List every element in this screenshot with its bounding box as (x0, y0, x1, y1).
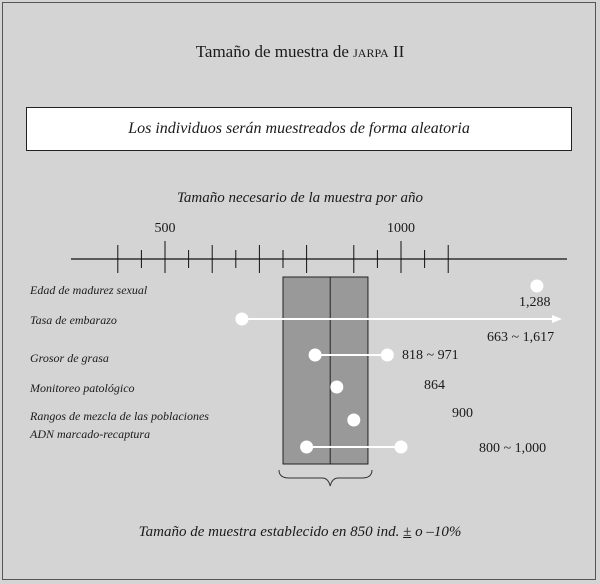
row-label-mezcla: Rangos de mezcla de las poblaciones (30, 409, 209, 423)
tick-label-1000: 1000 (387, 221, 415, 236)
footer-text: Tamaño de muestra establecido en 850 ind. (138, 524, 400, 540)
value-mezcla: 900 (452, 406, 473, 421)
value-adn: 800 ~ 1,000 (479, 441, 547, 456)
row-label-adn: ADN marcado-recaptura (30, 427, 151, 441)
row-label-patologico: Monitoreo patológico (30, 381, 135, 395)
random-sampling-text: Los individuos serán muestreados de forma aleatoria (128, 120, 470, 137)
established-range-band (283, 277, 368, 464)
data-point-4 (347, 414, 360, 427)
data-point-2-max (381, 349, 394, 362)
data-point-1-min (235, 313, 248, 326)
footer-conclusion (0, 524, 600, 541)
plus-minus-sign: ± (403, 524, 412, 540)
value-grasa: 818 ~ 971 (402, 348, 459, 363)
data-point-3 (330, 381, 343, 394)
value-embarazo: 663 ~ 1,617 (487, 330, 555, 345)
row-label-embarazo: Tasa de embarazo (30, 313, 117, 327)
data-point-0 (530, 280, 543, 293)
data-point-2-min (309, 349, 322, 362)
band-brace (279, 470, 372, 486)
value-patologico: 864 (424, 378, 445, 393)
row-label-madurez: Edad de madurez sexual (30, 283, 148, 297)
value-madurez: 1,288 (519, 295, 551, 310)
axis-title: Tamaño necesario de la muestra por año (176, 190, 424, 206)
tick-label-500: 500 (154, 221, 176, 236)
data-point-5-min (300, 441, 313, 454)
row-label-grasa: Grosor de grasa (30, 351, 109, 365)
footer-text-after: o –10% (415, 524, 462, 540)
data-point-5-max (395, 441, 408, 454)
title-program: jarpa II (353, 42, 405, 61)
title-main: Tamaño de muestra de (195, 42, 349, 61)
range-arrowhead-1 (552, 315, 562, 323)
